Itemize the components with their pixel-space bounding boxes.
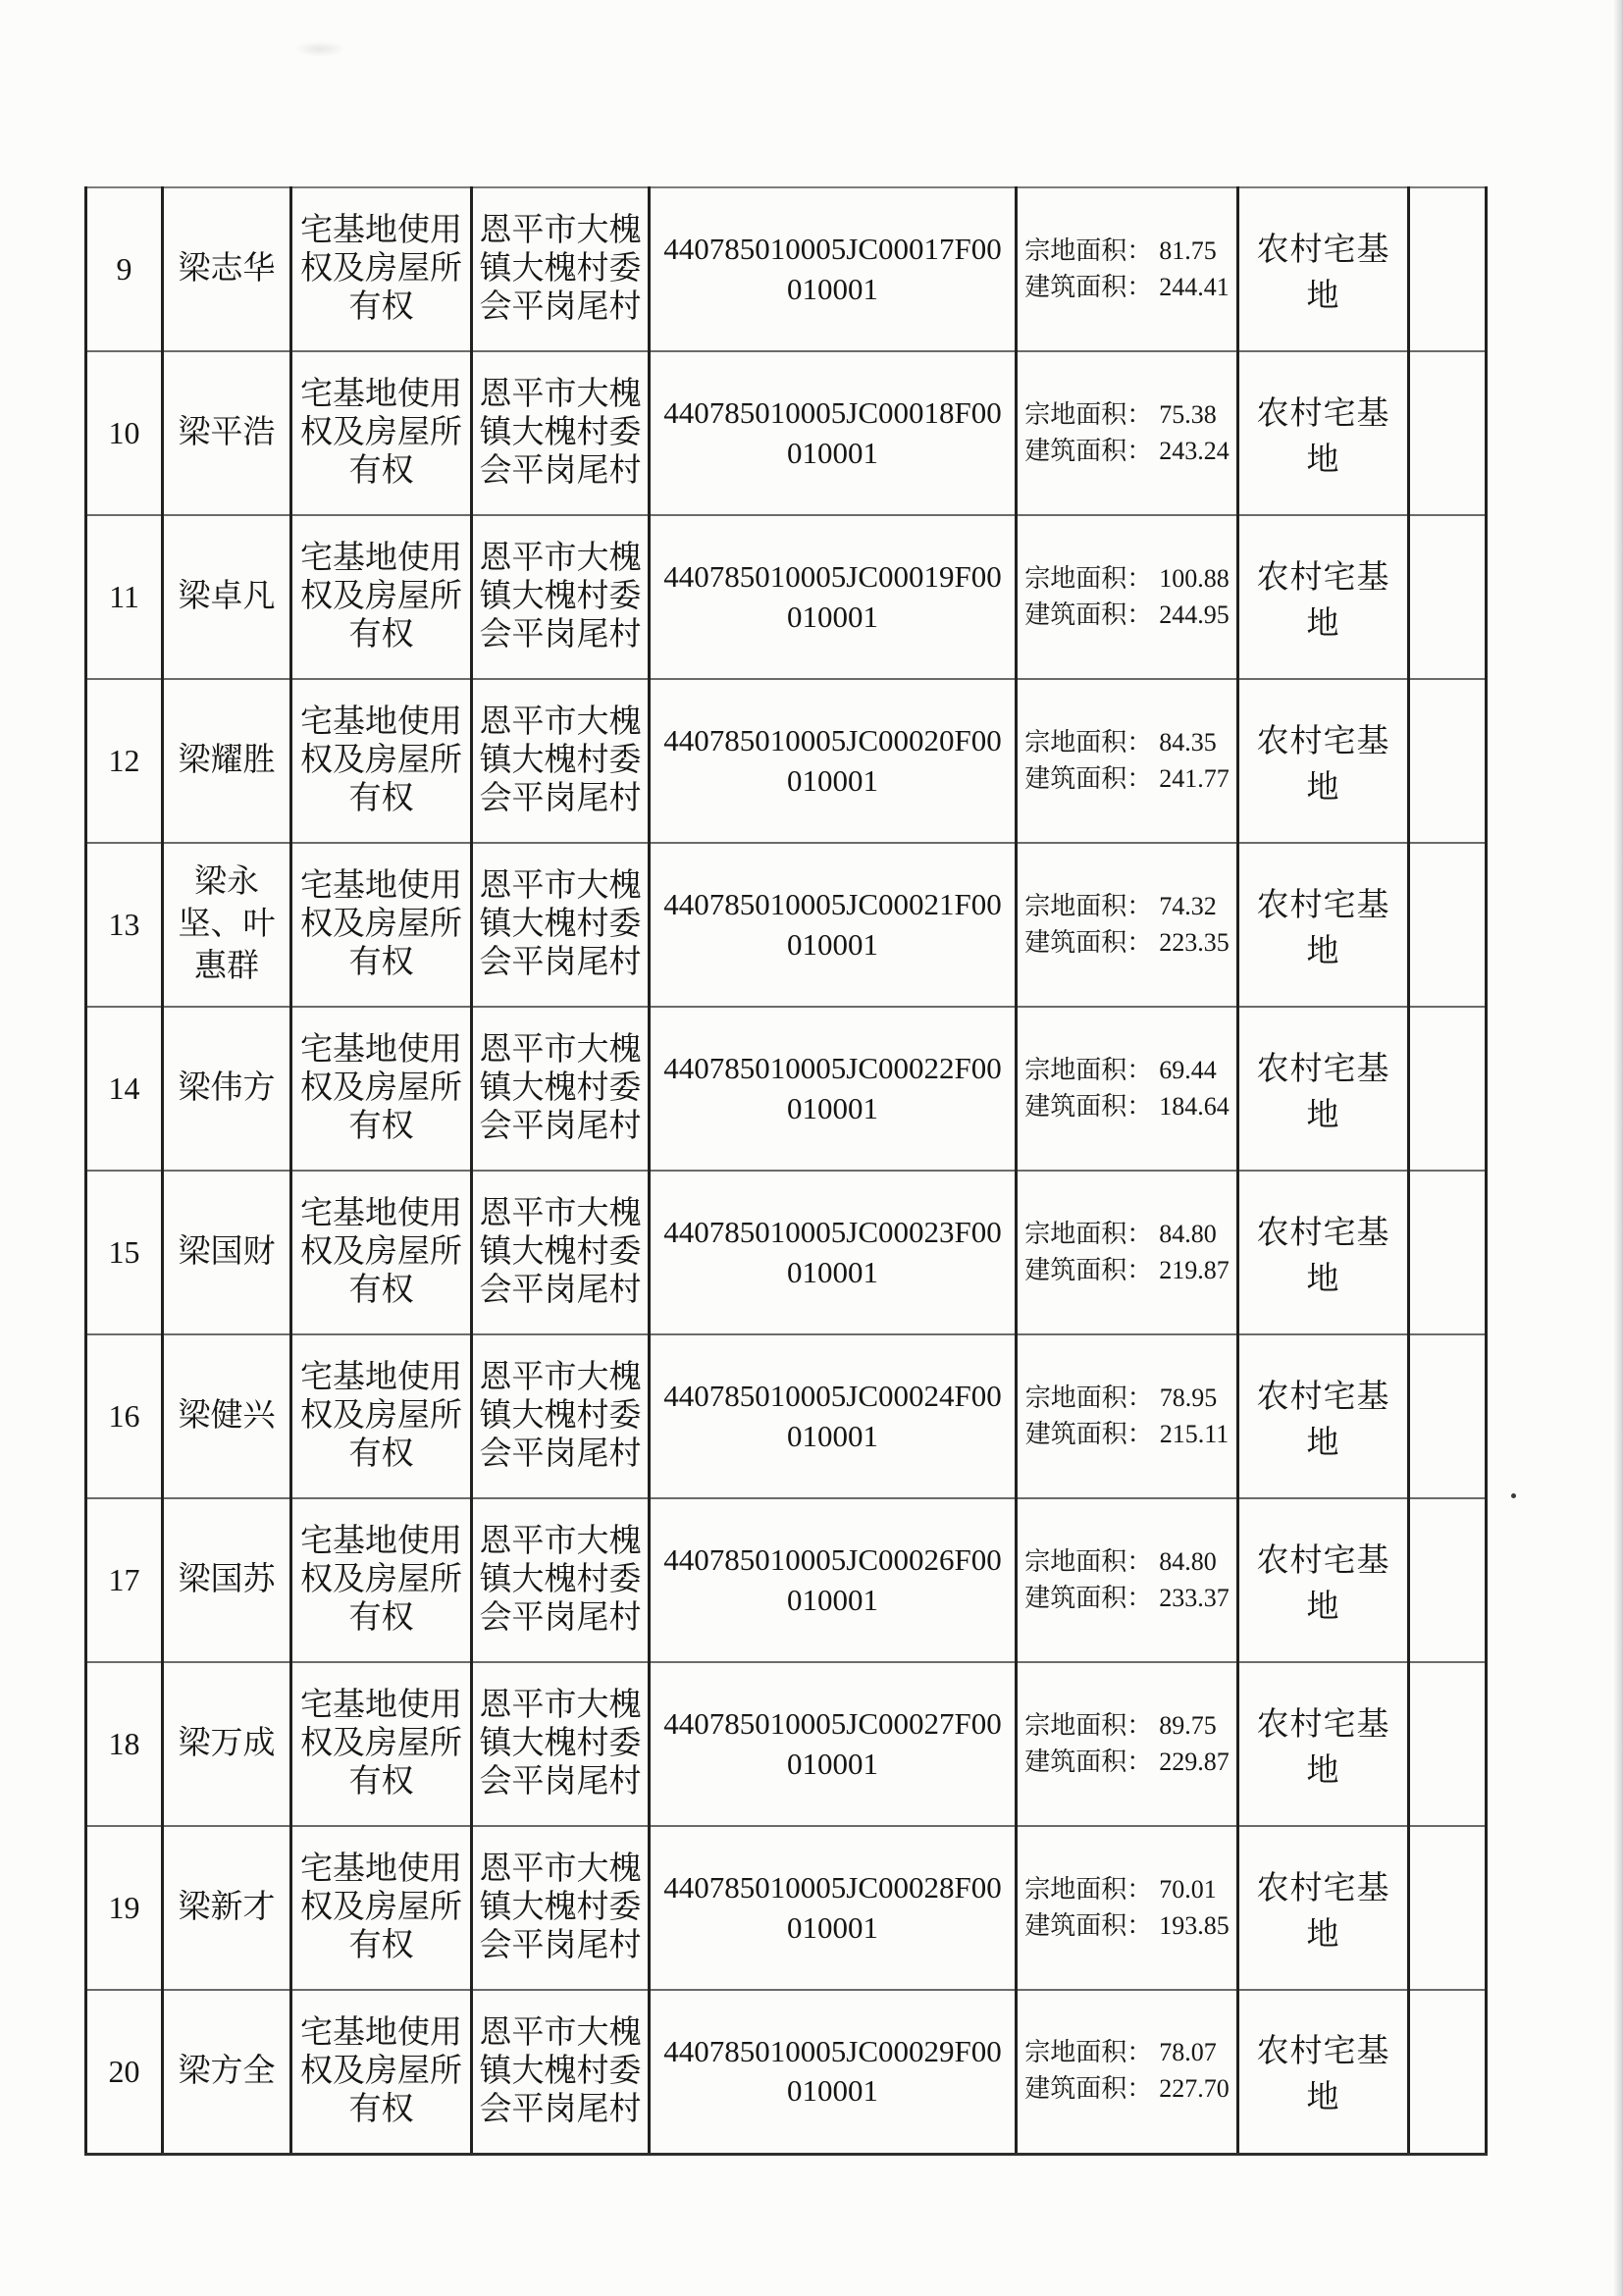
area-cell [1017, 1334, 1238, 1498]
parcel-area-value: 78.07 [1159, 2038, 1217, 2067]
table-body [86, 187, 1487, 2154]
area-block [1025, 1381, 1230, 1453]
building-area-line [1024, 1253, 1230, 1289]
building-area-line [1024, 270, 1230, 306]
owner-name-cell [163, 1334, 291, 1498]
parcel-number-line1: 440785010005JC00020F00 [663, 723, 1002, 758]
land-type-text: 农村宅基地 [1256, 1706, 1390, 1789]
parcel-number-line1: 440785010005JC00022F00 [663, 1051, 1002, 1086]
land-type-cell [1238, 187, 1409, 351]
right-type-cell [291, 187, 472, 351]
building-area-label: 建筑面积： [1024, 272, 1153, 301]
building-area-label: 建筑面积： [1024, 2074, 1153, 2104]
parcel-number-cell [650, 1334, 1017, 1498]
location-text: 恩平市大槐镇大槐村委会平岗尾村 [479, 213, 642, 325]
parcel-area-label: 宗地面积： [1024, 563, 1153, 593]
owner-name: 梁新才 [178, 1890, 276, 1926]
building-area-label: 建筑面积： [1024, 763, 1153, 793]
remark-cell [1409, 515, 1487, 679]
location-cell [472, 1662, 650, 1826]
parcel-number-cell [650, 1662, 1017, 1826]
row-number: 11 [109, 579, 139, 614]
land-type-text: 农村宅基地 [1256, 2034, 1390, 2116]
table-row [86, 1007, 1487, 1171]
property-rights-table [84, 186, 1488, 2156]
parcel-number-cell [650, 679, 1017, 843]
parcel-number-line2: 010001 [787, 1909, 878, 1945]
owner-name-cell [163, 1662, 291, 1826]
parcel-area-line [1024, 234, 1230, 270]
owner-name-cell [163, 187, 291, 351]
parcel-area-line [1024, 1544, 1230, 1581]
parcel-area-line [1024, 561, 1230, 598]
right-type-text: 宅基地使用权及房屋所有权 [300, 1032, 462, 1144]
land-type-text: 农村宅基地 [1256, 1379, 1390, 1461]
right-type-text: 宅基地使用权及房屋所有权 [300, 868, 462, 980]
area-cell [1017, 1826, 1238, 1990]
parcel-area-value: 84.80 [1159, 1546, 1217, 1576]
parcel-number-line1: 440785010005JC00017F00 [663, 232, 1002, 267]
remark-cell [1409, 1171, 1487, 1334]
parcel-number-line1: 440785010005JC00018F00 [663, 395, 1002, 431]
right-type-text: 宅基地使用权及房屋所有权 [300, 1852, 462, 1963]
building-area-line [1024, 434, 1230, 470]
row-number-cell [86, 1662, 163, 1826]
parcel-number-line2: 010001 [787, 599, 878, 634]
table-row [86, 1498, 1487, 1662]
row-number-cell [86, 679, 163, 843]
parcel-area-label: 宗地面积： [1024, 1383, 1153, 1412]
parcel-area-label: 宗地面积： [1024, 1055, 1153, 1084]
building-area-line [1024, 1089, 1230, 1125]
location-text: 恩平市大槐镇大槐村委会平岗尾村 [479, 377, 642, 489]
location-text: 恩平市大槐镇大槐村委会平岗尾村 [479, 2014, 642, 2127]
parcel-number-cell [650, 1171, 1017, 1334]
parcel-number-line1: 440785010005JC00024F00 [663, 1379, 1002, 1414]
land-type-text: 农村宅基地 [1256, 395, 1390, 478]
parcel-number-line2: 010001 [787, 926, 878, 962]
location-cell [472, 1334, 650, 1498]
building-area-value: 193.85 [1159, 1910, 1230, 1940]
owner-name: 梁健兴 [178, 1398, 276, 1435]
land-type-text: 农村宅基地 [1256, 559, 1390, 642]
row-number-cell [86, 1498, 163, 1662]
row-number: 13 [108, 907, 140, 942]
building-area-value: 227.70 [1159, 2074, 1230, 2104]
land-type-cell [1238, 1990, 1409, 2154]
building-area-label: 建筑面积： [1024, 1091, 1153, 1121]
land-type-cell [1238, 351, 1409, 515]
parcel-area-label: 宗地面积： [1024, 1874, 1153, 1904]
parcel-number-line2: 010001 [787, 1254, 878, 1289]
right-type-cell [291, 351, 472, 515]
area-cell [1017, 1498, 1238, 1662]
right-type-cell [291, 679, 472, 843]
row-number: 9 [116, 251, 132, 287]
location-text: 恩平市大槐镇大槐村委会平岗尾村 [479, 704, 642, 816]
area-cell [1017, 1990, 1238, 2154]
building-area-value: 215.11 [1159, 1419, 1230, 1448]
parcel-number-cell [650, 1826, 1017, 1990]
parcel-number-line2: 010001 [787, 1582, 878, 1617]
land-type-text: 农村宅基地 [1256, 232, 1390, 314]
parcel-number-cell [650, 187, 1017, 351]
row-number: 16 [108, 1398, 140, 1434]
row-number: 12 [108, 743, 140, 778]
table-row [86, 515, 1487, 679]
owner-name-cell [163, 679, 291, 843]
owner-name: 梁方全 [178, 2053, 276, 2089]
building-area-value: 233.37 [1159, 1583, 1230, 1612]
land-type-cell [1238, 1498, 1409, 1662]
owner-name-cell [163, 1171, 291, 1334]
parcel-number-line1: 440785010005JC00021F00 [663, 887, 1002, 922]
row-number: 14 [108, 1070, 140, 1106]
parcel-area-line [1025, 1381, 1230, 1417]
owner-name: 梁伟方 [178, 1070, 276, 1107]
area-block [1024, 561, 1230, 634]
parcel-area-value: 74.32 [1159, 891, 1217, 920]
parcel-number-cell [650, 843, 1017, 1007]
location-text: 恩平市大槐镇大槐村委会平岗尾村 [479, 1360, 642, 1472]
parcel-area-line [1024, 397, 1230, 434]
owner-name-cell [163, 515, 291, 679]
parcel-number-line2: 010001 [787, 2073, 878, 2109]
land-type-text: 农村宅基地 [1256, 1215, 1390, 1297]
row-number: 15 [108, 1234, 140, 1270]
owner-name: 梁国财 [178, 1234, 276, 1271]
right-type-cell [291, 1990, 472, 2154]
location-cell [472, 351, 650, 515]
area-cell [1017, 679, 1238, 843]
right-type-text: 宅基地使用权及房屋所有权 [300, 1688, 462, 1800]
right-type-text: 宅基地使用权及房屋所有权 [300, 1524, 462, 1636]
row-number-cell [86, 843, 163, 1007]
location-cell [472, 1498, 650, 1662]
parcel-number-line2: 010001 [787, 1418, 878, 1453]
right-type-text: 宅基地使用权及房屋所有权 [300, 704, 462, 816]
table-row [86, 351, 1487, 515]
land-type-cell [1238, 1334, 1409, 1498]
area-cell [1017, 1007, 1238, 1171]
area-cell [1017, 1171, 1238, 1334]
scanner-edge-shadow [1613, 0, 1623, 2296]
right-type-cell [291, 1007, 472, 1171]
location-text: 恩平市大槐镇大槐村委会平岗尾村 [479, 1688, 642, 1800]
area-block [1024, 234, 1230, 306]
row-number-cell [86, 351, 163, 515]
building-area-line [1024, 1908, 1230, 1945]
land-type-text: 农村宅基地 [1256, 1870, 1390, 1953]
owner-name-cell [163, 1498, 291, 1662]
building-area-line [1024, 1745, 1230, 1781]
owner-name: 梁万成 [178, 1726, 276, 1762]
ink-speck [1511, 1493, 1516, 1498]
remark-cell [1409, 187, 1487, 351]
building-area-line [1024, 925, 1230, 962]
location-cell [472, 515, 650, 679]
row-number-cell [86, 1334, 163, 1498]
building-area-label: 建筑面积： [1024, 1255, 1153, 1284]
location-text: 恩平市大槐镇大槐村委会平岗尾村 [479, 868, 642, 980]
owner-name: 梁卓凡 [178, 579, 276, 615]
right-type-text: 宅基地使用权及房屋所有权 [300, 1196, 462, 1308]
building-area-label: 建筑面积： [1024, 1910, 1153, 1940]
area-cell [1017, 1662, 1238, 1826]
area-cell [1017, 843, 1238, 1007]
land-type-cell [1238, 515, 1409, 679]
parcel-number-line2: 010001 [787, 1090, 878, 1125]
parcel-area-line [1024, 725, 1230, 761]
building-area-label: 建筑面积： [1024, 927, 1153, 957]
parcel-area-line [1024, 1053, 1230, 1089]
right-type-cell [291, 1826, 472, 1990]
location-cell [472, 1990, 650, 2154]
right-type-cell [291, 1498, 472, 1662]
parcel-number-line1: 440785010005JC00027F00 [663, 1706, 1002, 1742]
parcel-area-label: 宗地面积： [1024, 1710, 1153, 1740]
parcel-area-value: 78.95 [1159, 1383, 1218, 1412]
parcel-number-line1: 440785010005JC00026F00 [663, 1542, 1002, 1578]
parcel-area-label: 宗地面积： [1024, 727, 1153, 757]
remark-cell [1409, 1498, 1487, 1662]
right-type-cell [291, 515, 472, 679]
land-type-text: 农村宅基地 [1256, 1051, 1390, 1133]
scan-smudge [294, 41, 345, 57]
table-row [86, 187, 1487, 351]
remark-cell [1409, 1662, 1487, 1826]
area-cell [1017, 187, 1238, 351]
row-number-cell [86, 1171, 163, 1334]
table-row [86, 1826, 1487, 1990]
right-type-cell [291, 1662, 472, 1826]
parcel-area-value: 100.88 [1159, 563, 1230, 593]
parcel-number-line2: 010001 [787, 435, 878, 470]
owner-name-cell [163, 843, 291, 1007]
remark-cell [1409, 1990, 1487, 2154]
row-number-cell [86, 1826, 163, 1990]
building-area-line [1025, 1417, 1230, 1453]
location-cell [472, 187, 650, 351]
parcel-area-label: 宗地面积： [1024, 1546, 1153, 1576]
owner-name: 梁平浩 [178, 415, 276, 451]
building-area-line [1024, 2071, 1230, 2108]
area-block [1024, 889, 1230, 962]
parcel-area-line [1024, 1708, 1230, 1745]
owner-name-cell [163, 351, 291, 515]
parcel-area-label: 宗地面积： [1024, 399, 1153, 429]
parcel-number-line1: 440785010005JC00028F00 [663, 1870, 1002, 1905]
building-area-line [1024, 1581, 1230, 1617]
parcel-area-value: 81.75 [1159, 235, 1217, 265]
row-number: 18 [108, 1726, 140, 1761]
remark-cell [1409, 679, 1487, 843]
building-area-value: 243.24 [1159, 436, 1230, 465]
table-row [86, 1171, 1487, 1334]
right-type-text: 宅基地使用权及房屋所有权 [300, 541, 462, 652]
parcel-number-cell [650, 1007, 1017, 1171]
building-area-value: 219.87 [1159, 1255, 1230, 1284]
parcel-area-label: 宗地面积： [1024, 1219, 1153, 1248]
row-number-cell [86, 1990, 163, 2154]
building-area-label: 建筑面积： [1024, 1747, 1153, 1776]
building-area-value: 244.41 [1159, 272, 1230, 301]
building-area-value: 184.64 [1159, 1091, 1230, 1121]
location-text: 恩平市大槐镇大槐村委会平岗尾村 [479, 1852, 642, 1963]
remark-cell [1409, 1826, 1487, 1990]
row-number-cell [86, 515, 163, 679]
area-block [1024, 397, 1230, 470]
location-text: 恩平市大槐镇大槐村委会平岗尾村 [479, 1524, 642, 1636]
row-number-cell [86, 1007, 163, 1171]
location-cell [472, 843, 650, 1007]
parcel-area-value: 84.35 [1159, 727, 1217, 757]
owner-name-cell [163, 1990, 291, 2154]
land-type-cell [1238, 679, 1409, 843]
land-type-cell [1238, 1007, 1409, 1171]
owner-name-cell [163, 1826, 291, 1990]
table-row [86, 1334, 1487, 1498]
row-number: 19 [108, 1890, 140, 1925]
building-area-line [1024, 598, 1230, 634]
location-cell [472, 679, 650, 843]
parcel-area-line [1024, 1872, 1230, 1908]
land-type-cell [1238, 1662, 1409, 1826]
parcel-number-line2: 010001 [787, 271, 878, 306]
location-cell [472, 1007, 650, 1171]
owner-name: 梁志华 [178, 251, 276, 287]
parcel-number-line1: 440785010005JC00019F00 [663, 559, 1002, 595]
table-row [86, 843, 1487, 1007]
row-number: 20 [108, 2053, 140, 2089]
building-area-label: 建筑面积： [1024, 600, 1153, 629]
remark-cell [1409, 1007, 1487, 1171]
parcel-area-line [1024, 1217, 1230, 1253]
table-row [86, 1990, 1487, 2154]
parcel-number-cell [650, 351, 1017, 515]
area-block [1024, 1544, 1230, 1617]
parcel-number-cell [650, 515, 1017, 679]
right-type-text: 宅基地使用权及房屋所有权 [300, 2014, 462, 2127]
building-area-value: 241.77 [1159, 763, 1230, 793]
building-area-value: 229.87 [1159, 1747, 1230, 1776]
remark-cell [1409, 351, 1487, 515]
row-number: 10 [108, 415, 140, 450]
parcel-area-value: 89.75 [1159, 1710, 1217, 1740]
right-type-cell [291, 843, 472, 1007]
parcel-area-label: 宗地面积： [1024, 235, 1153, 265]
building-area-label: 建筑面积： [1024, 436, 1153, 465]
row-number-cell [86, 187, 163, 351]
location-cell [472, 1826, 650, 1990]
area-cell [1017, 515, 1238, 679]
parcel-number-cell [650, 1990, 1017, 2154]
owner-name: 梁耀胜 [178, 743, 276, 779]
parcel-area-value: 70.01 [1159, 1874, 1217, 1904]
table-row [86, 679, 1487, 843]
owner-name: 梁国苏 [178, 1562, 276, 1598]
right-type-text: 宅基地使用权及房屋所有权 [300, 377, 462, 489]
area-block [1024, 1053, 1230, 1125]
building-area-line [1024, 761, 1230, 798]
land-type-text: 农村宅基地 [1256, 723, 1390, 806]
owner-name-cell [163, 1007, 291, 1171]
area-block [1024, 725, 1230, 798]
location-cell [472, 1171, 650, 1334]
remark-cell [1409, 1334, 1487, 1498]
remark-cell [1409, 843, 1487, 1007]
land-type-cell [1238, 1171, 1409, 1334]
right-type-cell [291, 1334, 472, 1498]
parcel-area-value: 75.38 [1159, 399, 1217, 429]
land-type-text: 农村宅基地 [1256, 1542, 1390, 1625]
parcel-number-line2: 010001 [787, 762, 878, 798]
owner-name: 梁永坚、叶惠群 [178, 864, 276, 984]
parcel-number-line2: 010001 [787, 1746, 878, 1781]
land-type-cell [1238, 1826, 1409, 1990]
parcel-area-value: 69.44 [1159, 1055, 1217, 1084]
parcel-number-line1: 440785010005JC00029F00 [663, 2033, 1002, 2068]
parcel-number-cell [650, 1498, 1017, 1662]
location-text: 恩平市大槐镇大槐村委会平岗尾村 [479, 1032, 642, 1144]
building-area-value: 223.35 [1159, 927, 1230, 957]
area-block [1024, 2035, 1230, 2108]
right-type-cell [291, 1171, 472, 1334]
right-type-text: 宅基地使用权及房屋所有权 [300, 1360, 462, 1472]
parcel-area-line [1024, 2035, 1230, 2071]
land-type-text: 农村宅基地 [1256, 887, 1390, 969]
area-cell [1017, 351, 1238, 515]
parcel-number-line1: 440785010005JC00023F00 [663, 1215, 1002, 1250]
parcel-area-line [1024, 889, 1230, 925]
right-type-text: 宅基地使用权及房屋所有权 [300, 213, 462, 325]
building-area-label: 建筑面积： [1024, 1583, 1153, 1612]
area-block [1024, 1872, 1230, 1945]
area-block [1024, 1217, 1230, 1289]
location-text: 恩平市大槐镇大槐村委会平岗尾村 [479, 541, 642, 652]
parcel-area-label: 宗地面积： [1024, 891, 1153, 920]
area-block [1024, 1708, 1230, 1781]
location-text: 恩平市大槐镇大槐村委会平岗尾村 [479, 1196, 642, 1308]
parcel-area-label: 宗地面积： [1024, 2038, 1153, 2067]
parcel-area-value: 84.80 [1159, 1219, 1217, 1248]
building-area-label: 建筑面积： [1024, 1419, 1153, 1448]
land-type-cell [1238, 843, 1409, 1007]
table-row [86, 1662, 1487, 1826]
building-area-value: 244.95 [1159, 600, 1230, 629]
row-number: 17 [108, 1562, 140, 1597]
